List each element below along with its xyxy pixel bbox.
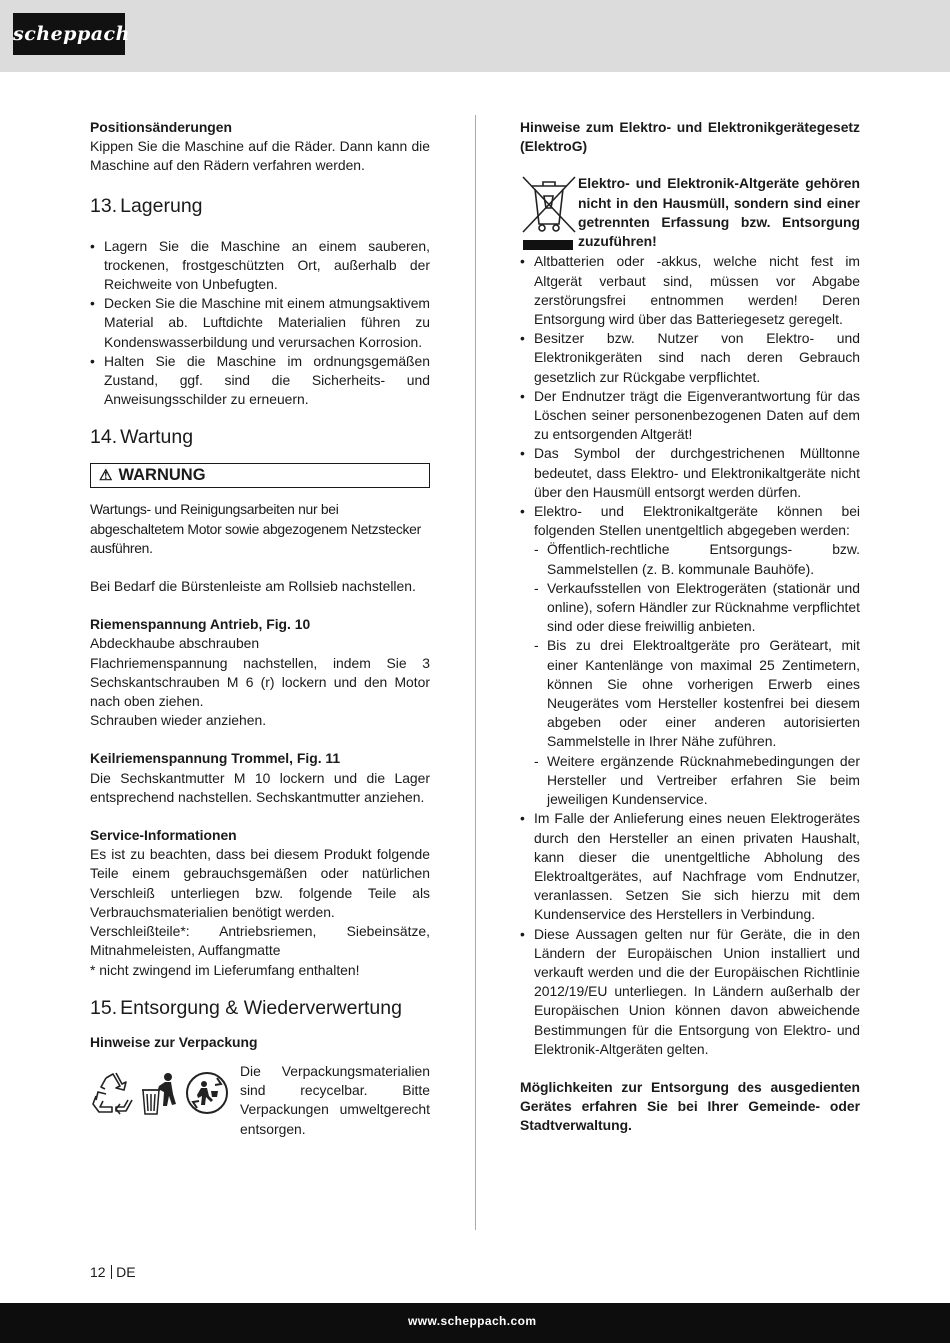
sub-list-item: - Bis zu drei Elektroaltgeräte pro Geräteart, mit einer Kantenlänge von maximal 25 Zentimetern, können Sie ohne vorherigen Erwerb eines Neugerätes vom Hersteller kostenfrei bei diesem abgeben oder einer anderen autorisierten Sammelstelle in Ihrer Nähe zuführen. <box>534 636 860 751</box>
weee-text: Elektro- und Elektronik-Altgeräte gehören nicht in den Hausmüll, sondern sind einer getrennten Erfassung bzw. Entsorgung zuzuführen! <box>578 175 860 250</box>
vbelt-text: Die Sechskantmutter M 10 lockern und die Lager entsprechend nachstellen. Sechskantmutter anziehen. <box>90 769 430 805</box>
vbelt-heading: Keilriemenspannung Trommel, Fig. 11 <box>90 750 341 767</box>
closing-text: Möglichkeiten zur Entsorgung des ausgedienten Gerätes erfahren Sie bei Ihrer Gemeinde- oder Stadtverwaltung. <box>520 1078 860 1134</box>
section-14-title: Wartung <box>120 426 194 449</box>
weee-block <box>520 174 860 252</box>
list-item: • Halten Sie die Maschine im ordnungsgemäßen Zustand, ggf. sind die Sicherheits- und Anweisungsschilder zu erneuern. <box>90 352 430 410</box>
list-item: • Besitzer bzw. Nutzer von Elektro- und Elektronikgeräten sind nach deren Gebrauch gesetzlich zur Rückgabe verpflichtet. <box>520 329 860 387</box>
belt-line: Abdeckhaube abschrauben <box>90 635 260 652</box>
elektrog-heading: Hinweise zum Elektro- und Elektronikgerätegesetz (ElektroG) <box>520 119 860 155</box>
position-change-text: Kippen Sie die Maschine auf die Räder. Dann kann die Maschine auf den Rädern verfahren werden. <box>90 138 430 174</box>
section-15-heading <box>90 996 430 1020</box>
wear-parts-text: Verschleißteile*: Antriebsriemen, Siebeinsätze, Mitnahmeleisten, Auffangmatte <box>90 923 430 959</box>
belt-line: Schrauben wieder anziehen. <box>90 712 267 729</box>
list-item: • Decken Sie die Maschine mit einem atmungsaktivem Material ab. Luftdichte Materialien führen zu Kondenswasserbildung und verursachen Korrosion. <box>90 294 430 352</box>
page-footer <box>90 1264 136 1280</box>
footer-separator <box>111 1265 113 1279</box>
sub-list-item: - Weitere ergänzende Rücknahmebedingungen der Hersteller und Vertreiber erfahren Sie beim jeweiligen Kundenservice. <box>534 752 860 810</box>
list-item: • Diese Aussagen gelten nur für Geräte, die in den Ländern der Europäischen Union installiert und verkauft werden und die der Europäischen Richtlinie 2012/19/EU unterliegen. In Ländern außerhalb der Europäischen Union können davon abweichende Bestimmungen für die Entsorgung von Elektro- und Elektronik-Altgeräten gelten. <box>520 925 860 1059</box>
collection-points-list <box>534 540 860 809</box>
left-column <box>90 118 430 1139</box>
packaging-text: Die Verpackungsmaterialien sind recycelbar. Bitte Verpackungen umweltgerecht entsorgen. <box>240 1062 430 1137</box>
section-13-heading <box>90 194 430 218</box>
bin-person-icon <box>140 1070 180 1116</box>
warning-box <box>90 463 430 488</box>
header-bar <box>0 0 950 72</box>
packaging-icons <box>90 1062 240 1116</box>
recycling-person-icon <box>184 1070 230 1116</box>
list-item: • Im Falle der Anlieferung eines neuen Elektrogerätes durch den Hersteller an einen privaten Haushalt, kann dieser die unentgeltliche Abholung des Elektroaltgerätes, auf Nachfrage vom Endnutzer, veranlassen. Setzen Sie sich hierzu mit dem Kundenservice des Herstellers in Verbindung. <box>520 809 860 924</box>
position-change-heading: Positionsänderungen <box>90 119 233 135</box>
section-15-title: Entsorgung & Wiederverwertung <box>120 996 402 1019</box>
list-item: • Das Symbol der durchgestrichenen Mülltonne bedeutet, dass Elektro- und Elektronikaltgeräte nicht über den Hausmüll entsorgt werden dürfen. <box>520 444 860 502</box>
warning-label: WARNUNG <box>118 466 206 485</box>
service-text: Es ist zu beachten, dass bei diesem Produkt folgende Teile einem gebrauchsgemäßen oder natürlichen Verschleiß unterliegen bzw. folgende Teile als Verbrauchsmaterialien benötigt werden. <box>90 846 430 920</box>
crossed-bin-icon <box>520 174 578 252</box>
section-14-heading <box>90 425 430 449</box>
brush-text: Bei Bedarf die Bürstenleiste am Rollsieb nachstellen. <box>90 578 416 595</box>
brand-logo: scheppach <box>13 13 125 55</box>
right-column <box>520 118 860 1136</box>
storage-list <box>90 237 430 410</box>
recycle-icon <box>90 1070 136 1116</box>
website-link[interactable]: www.scheppach.com <box>408 1314 537 1328</box>
sub-list-item: - Verkaufsstellen von Elektrogeräten (stationär und online), sofern Händler zur Rücknahme verpflichtet sind oder diese freiwillig anbieten. <box>534 579 860 637</box>
section-15-number: 15. <box>90 996 118 1019</box>
section-14-number: 14. <box>90 426 118 449</box>
page-number: 12 <box>90 1264 106 1280</box>
belt-tension-heading: Riemenspannung Antrieb, Fig. 10 <box>90 616 311 633</box>
list-item <box>520 502 860 809</box>
warning-text: Wartungs- und Reinigungsarbeiten nur bei abgeschaltetem Motor sowie abgezogenem Netzstecker ausführen. <box>90 501 421 556</box>
sub-list-item: - Öffentlich-rechtliche Entsorgungs- bzw. Sammelstellen (z. B. kommunale Bauhöfe). <box>534 540 860 578</box>
section-13-number: 13. <box>90 194 118 217</box>
list-item-text: Elektro- und Elektronikaltgeräte können bei folgenden Stellen unentgeltlich abgegeben werden: <box>534 503 860 539</box>
language-code: DE <box>116 1264 136 1280</box>
column-divider <box>475 115 476 1230</box>
packaging-block <box>90 1062 430 1139</box>
service-heading: Service-Informationen <box>90 827 237 844</box>
list-item: • Der Endnutzer trägt die Eigenverantwortung für das Löschen seiner personenbezogenen Daten auf dem zu entsorgenden Altgerät! <box>520 387 860 445</box>
list-item: • Lagern Sie die Maschine an einem sauberen, trockenen, frostgeschützten Ort, außerhalb der Reichweite von Unbefugten. <box>90 237 430 295</box>
footnote-text: * nicht zwingend im Lieferumfang enthalten! <box>90 961 360 978</box>
packaging-heading: Hinweise zur Verpackung <box>90 1033 258 1050</box>
belt-line: Flachriemenspannung nachstellen, indem Sie 3 Sechskantschrauben M 6 (r) lockern und den Motor nach oben ziehen. <box>90 654 430 710</box>
elektrog-list <box>520 252 860 1059</box>
warning-triangle-icon: ⚠ <box>99 467 113 485</box>
list-item: • Altbatterien oder -akkus, welche nicht fest im Altgerät verbaut sind, müssen vor Abgabe zerstörungsfrei entnommen werden! Deren Entsorgung wird über das Batteriegesetz geregelt. <box>520 252 860 329</box>
section-13-title: Lagerung <box>120 194 203 217</box>
